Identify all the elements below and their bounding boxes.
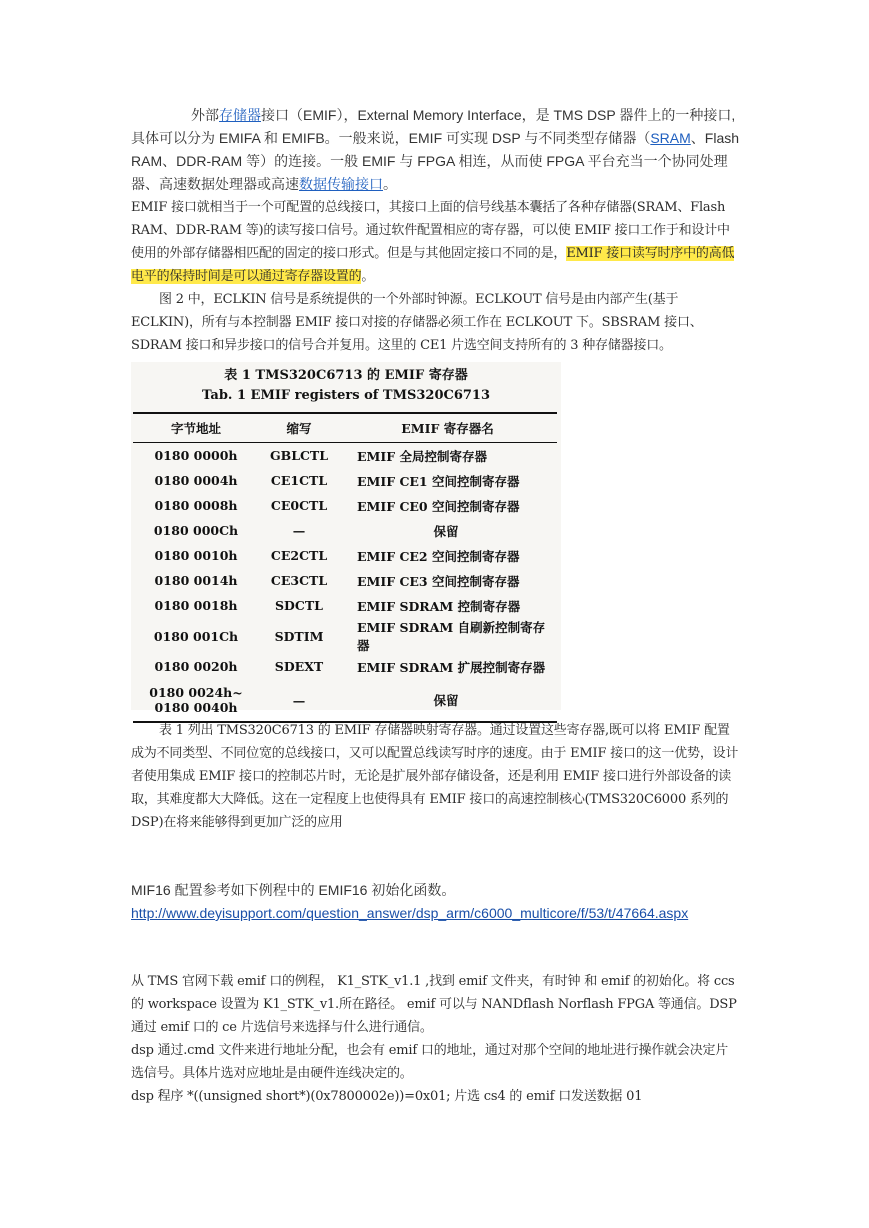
link-memory[interactable]: 存储器 bbox=[219, 107, 261, 123]
cell-abbr: — bbox=[292, 523, 306, 538]
cell-name: 保留 bbox=[433, 523, 459, 539]
highlighted-text: EMIF 接口读写时序中的高低电平的保持时间是可以通过寄存器设置的 bbox=[131, 246, 735, 284]
address-range-end: 0180 0040h bbox=[154, 700, 238, 715]
table-header-row bbox=[133, 413, 557, 443]
cell-address: 0180 001Ch bbox=[153, 628, 239, 644]
table-caption-en: Tab. 1 EMIF registers of TMS320C6713 bbox=[201, 388, 491, 403]
intro-paragraph bbox=[131, 104, 739, 196]
table-row bbox=[133, 518, 557, 543]
emif-description-paragraph bbox=[131, 196, 739, 288]
download-example-paragraph: 从 TMS 官网下载 emif 口的例程， K1_STK_v1.1 ,找到 emif 文件夹，有时钟 和 emif 的初始化。将 ccs 的 workspace 设置为 K1_STK_v1.所在路径。 emif 可以与 NANDflash Norflash FPGA 等通信。DSP 通过 emif 口的 ce 片选信号来选择与什么进行通信。 bbox=[131, 974, 737, 1035]
cell-abbr: CE2CTL bbox=[270, 548, 328, 563]
intro-text-1: 外部 bbox=[191, 107, 219, 123]
cell-address-range bbox=[133, 679, 259, 722]
emif-register-table bbox=[133, 412, 557, 723]
table-row bbox=[133, 443, 557, 469]
cell-name: EMIF SDRAM 控制寄存器 bbox=[357, 598, 521, 614]
link-sram[interactable]: SRAM bbox=[650, 130, 691, 146]
emif-register-table-figure bbox=[131, 362, 561, 715]
cell-address: 0180 0018h bbox=[154, 598, 238, 613]
table-row bbox=[133, 593, 557, 618]
intro-text-4: 。 bbox=[383, 176, 397, 192]
header-abbr: 缩写 bbox=[259, 413, 339, 443]
cell-name: EMIF CE2 空间控制寄存器 bbox=[357, 548, 520, 564]
reference-url-link[interactable]: http://www.deyisupport.com/question_answer/dsp_arm/c6000_multicore/f/53/t/47664.aspx bbox=[131, 905, 689, 921]
cell-abbr: CE0CTL bbox=[270, 498, 328, 513]
intro-text-2: 接口（EMIF），External Memory Interface，是 TMS DSP 器件上的一种接口,具体可以分为 EMIFA 和 EMIFB。一般来说，EMIF 可实现 DSP 与不同类型存储器（ bbox=[131, 107, 736, 146]
cell-abbr: CE3CTL bbox=[270, 573, 328, 588]
table-row bbox=[133, 468, 557, 493]
dsp-code-paragraph: dsp 程序 *((unsigned short*)(0x7800002e))=0x01; 片选 cs4 的 emif 口发送数据 01 bbox=[131, 1089, 643, 1104]
table-row bbox=[133, 543, 557, 568]
address-range-start: 0180 0024h~ bbox=[149, 685, 243, 700]
emif16-config-note: MIF16 配置参考如下例程中的 EMIF16 初始化函数。 bbox=[131, 882, 456, 898]
cell-address: 0180 0004h bbox=[154, 473, 238, 488]
cell-name: EMIF 全局控制寄存器 bbox=[357, 448, 487, 464]
cell-abbr: — bbox=[259, 679, 339, 722]
cell-name: EMIF CE3 空间控制寄存器 bbox=[357, 573, 520, 589]
emif-desc-end: 。 bbox=[361, 269, 375, 284]
cell-name: EMIF CE1 空间控制寄存器 bbox=[357, 473, 520, 489]
header-register-name: EMIF 寄存器名 bbox=[339, 413, 557, 443]
intro-text-3: 、Flash RAM、DDR-RAM 等）的连接。一般 EMIF 与 FPGA 相连，从而使 FPGA 平台充当一个协同处理器、高速数据处理器或高速 bbox=[131, 130, 740, 192]
cell-abbr: SDCTL bbox=[275, 598, 323, 613]
eclk-paragraph: 图 2 中，ECLKIN 信号是系统提供的一个外部时钟源。ECLKOUT 信号是由内部产生(基于 ECLKIN)，所有与本控制器 EMIF 接口对接的存储器必须工作在 ECLKOUT 下。SBSRAM 接口、SDRAM 接口和异步接口的信号合并复用。这里的 CE1 片选空间支持所有的 3 种存储器接口。 bbox=[131, 292, 703, 353]
cell-address: 0180 0014h bbox=[154, 573, 238, 588]
table-row bbox=[133, 493, 557, 518]
emif-desc-text: EMIF 接口就相当于一个可配置的总线接口，其接口上面的信号线基本囊括了各种存储器(SRAM、Flash RAM、DDR-RAM 等)的读写接口信号。通过软件配置相应的寄存器，可以使 EMIF 接口工作于和设计中使用的外部存储器相匹配的固定的接口形式。但是与其他固定接口不同的是， bbox=[131, 200, 730, 261]
cmd-address-paragraph: dsp 通过.cmd 文件来进行地址分配，也会有 emif 口的地址，通过对那个空间的地址进行操作就会决定片选信号。具体片选对应地址是由硬件连线决定的。 bbox=[131, 1043, 729, 1081]
header-address: 字节地址 bbox=[133, 413, 259, 443]
reference-url-block bbox=[131, 902, 739, 925]
table-explanation-paragraph: 表 1 列出 TMS320C6713 的 EMIF 存储器映射寄存器。通过设置这些寄存器,既可以将 EMIF 配置成为不同类型、不同位宽的总线接口，又可以配置总线读写时序的速度。由于 EMIF 接口的这一优势，设计者使用集成 EMIF 接口的控制芯片时，无论是扩展外部存储设备，还是利用 EMIF 接口进行外部设备的读取，其难度都大大降低。这在一定程度上也使得具有 EMIF 接口的高速控制核心(TMS320C6000 系列的 DSP)在将来能够得到更加广泛的应用 bbox=[131, 723, 739, 830]
table-caption-cn: 表 1 TMS320C6713 的 EMIF 寄存器 bbox=[224, 368, 468, 383]
cell-abbr: GBLCTL bbox=[269, 448, 329, 463]
cell-address: 0180 0008h bbox=[154, 498, 238, 513]
table-row bbox=[133, 568, 557, 593]
cell-address: 0180 0020h bbox=[154, 659, 238, 674]
cell-name: EMIF SDRAM 自刷新控制寄存器 bbox=[357, 620, 546, 653]
cell-abbr: CE1CTL bbox=[270, 473, 328, 488]
cell-name: EMIF CE0 空间控制寄存器 bbox=[357, 498, 520, 514]
table-row bbox=[133, 654, 557, 679]
cell-address: 0180 000Ch bbox=[153, 523, 239, 538]
cell-name: 保留 bbox=[339, 679, 557, 722]
cell-address: 0180 0010h bbox=[154, 548, 238, 563]
table-row bbox=[133, 618, 557, 654]
table-row bbox=[133, 679, 557, 722]
cell-address: 0180 0000h bbox=[154, 448, 238, 463]
cell-name: EMIF SDRAM 扩展控制寄存器 bbox=[357, 659, 546, 675]
cell-abbr: SDEXT bbox=[274, 659, 324, 674]
cell-abbr: SDTIM bbox=[274, 628, 324, 644]
link-data-interface[interactable]: 数据传输接口 bbox=[299, 176, 383, 192]
